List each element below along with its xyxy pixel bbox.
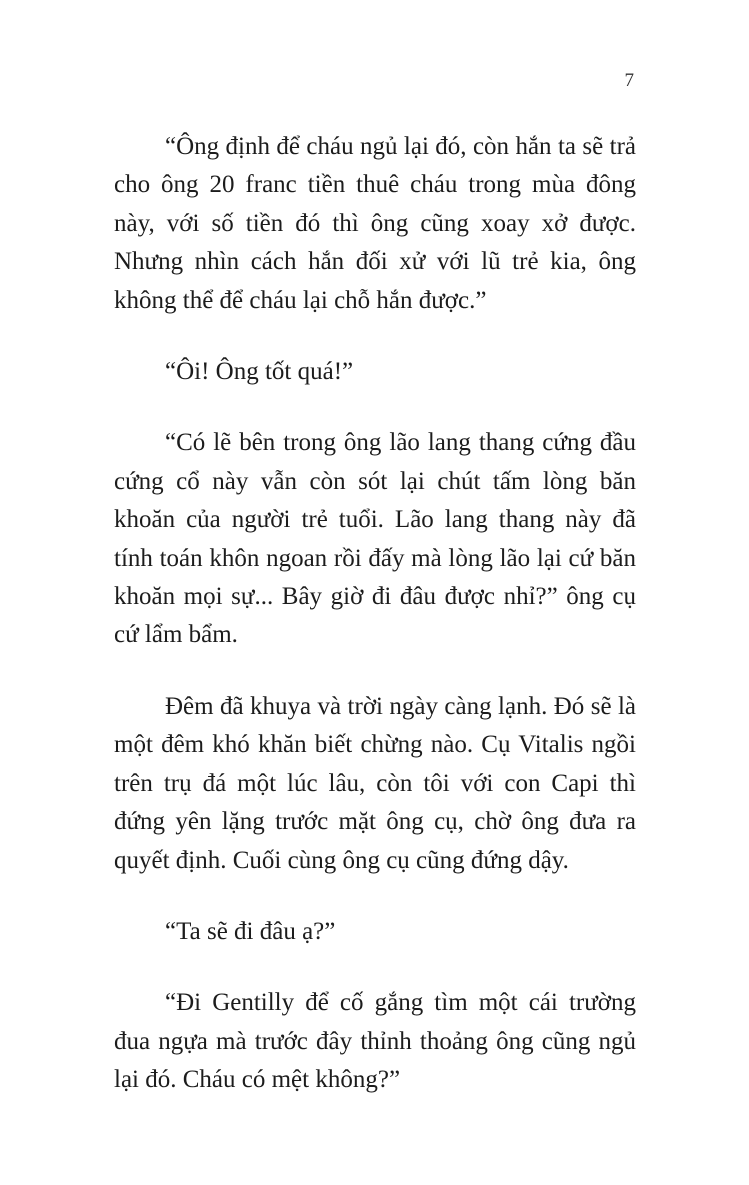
paragraph-4: Đêm đã khuya và trời ngày càng lạnh. Đó sẽ là một đêm khó khăn biết chừng nào. Cụ Vitalis ngồi trên trụ đá một lúc lâu, còn tôi với con Capi thì đứng yên lặng trước mặt ông cụ, chờ ông đưa ra quyết định. Cuối cùng ông cụ cũng đứng dậy. [114,692,636,874]
paragraph-5: “Ta sẽ đi đâu ạ?” [165,917,336,945]
paragraph-1: “Ông định để cháu ngủ lại đó, còn hắn ta sẽ trả cho ông 20 franc tiền thuê cháu trong mùa đông này, với số tiền đó thì ông cũng xoay xở được. Nhưng nhìn cách hắn đối xử với lũ trẻ kia, ông không thể để cháu lại chỗ hắn được.” [114,133,636,314]
paragraph-3: “Có lẽ bên trong ông lão lang thang cứng đầu cứng cổ này vẫn còn sót lại chút tấm lòng băn khoăn của người trẻ tuổi. Lão lang thang này đã tính toán khôn ngoan rồi đấy mà lòng lão lại cứ băn khoăn mọi sự... Bây giờ đi đâu được nhỉ?” ông cụ cứ lẩm bẩm. [114,429,636,649]
body-text [114,128,636,1100]
page-number: 7 [624,70,634,91]
paragraph-6: “Đi Gentilly để cố gắng tìm một cái trường đua ngựa mà trước đây thỉnh thoảng ông cũng ngủ lại đó. Cháu có mệt không?” [114,989,636,1094]
paragraph-2: “Ôi! Ông tốt quá!” [165,358,354,386]
